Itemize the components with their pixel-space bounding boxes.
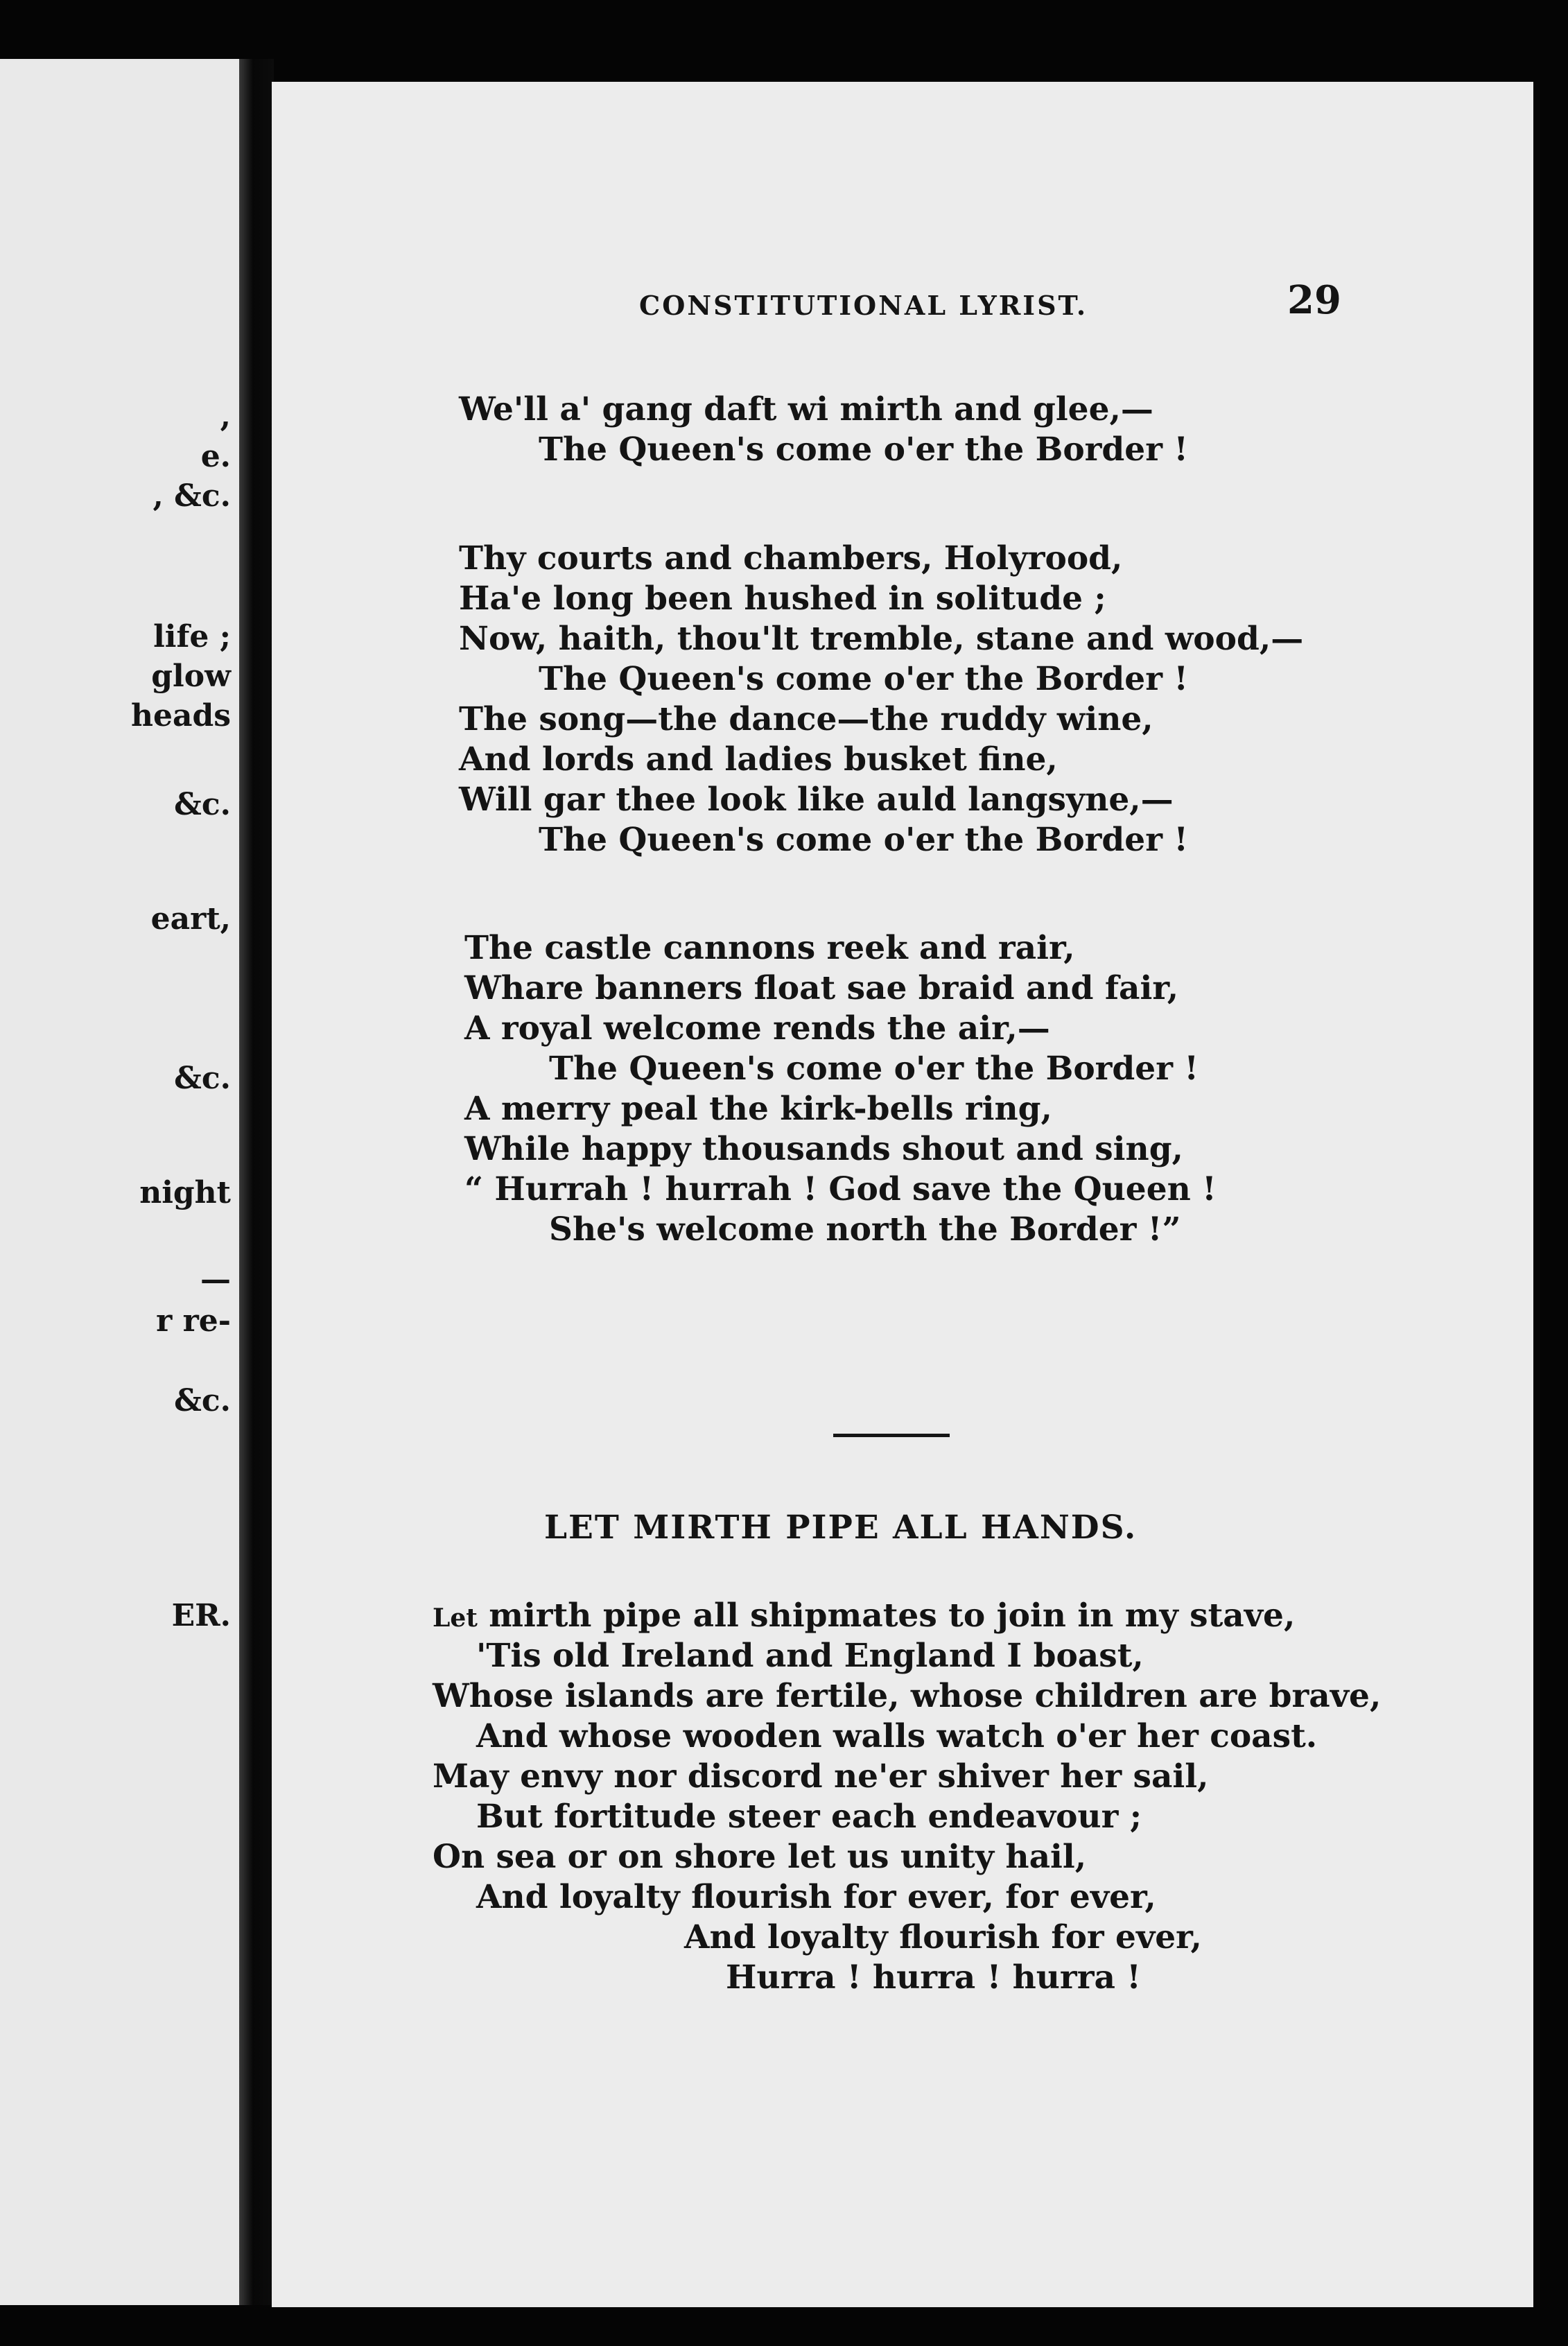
verse-line: The Queen's come o'er the Border ! (549, 1050, 1199, 1088)
verse-line: On sea or on shore let us unity hail, (433, 1838, 1087, 1876)
verse-line: Whose islands are fertile, whose children are brave, (433, 1677, 1382, 1715)
facing-page-line: heads (130, 698, 231, 733)
facing-page-line: e. (200, 439, 231, 474)
facing-page-line: life ; (153, 619, 231, 654)
verse-line: And loyalty flourish for ever, for ever, (476, 1878, 1156, 1916)
first-line-text: mirth pipe all shipmates to join in my stave, (477, 1597, 1296, 1635)
facing-page-line: r re- (156, 1303, 231, 1339)
facing-page-line: &c. (174, 1061, 231, 1096)
verse-line: And lords and ladies busket fine, (459, 740, 1058, 779)
page-number: 29 (1287, 277, 1341, 323)
verse-line: The Queen's come o'er the Border ! (539, 660, 1188, 698)
verse-line: Hurra ! hurra ! hurra ! (726, 1958, 1141, 1997)
verse-line: The castle cannons reek and rair, (464, 929, 1075, 967)
verse-line: Whare banners float sae braid and fair, (464, 969, 1179, 1007)
facing-page-line: eart, (150, 901, 231, 937)
verse-line: A royal welcome rends the air,— (464, 1009, 1050, 1048)
facing-page-line: glow (151, 659, 231, 694)
running-head: CONSTITUTIONAL LYRIST. (639, 290, 1088, 321)
facing-page-line: — (200, 1262, 231, 1297)
verse-line: Thy courts and chambers, Holyrood, (459, 539, 1123, 577)
facing-page-line: ER. (171, 1598, 231, 1633)
facing-page-line: night (139, 1175, 231, 1210)
verse-line (433, 1597, 1295, 1635)
facing-page-line: &c. (174, 1383, 231, 1418)
facing-page-line: , &c. (153, 478, 231, 514)
verse-line: Will gar thee look like auld langsyne,— (459, 781, 1174, 819)
verse-line: The song—the dance—the ruddy wine, (459, 700, 1153, 738)
verse-line: But fortitude steer each endeavour ; (476, 1798, 1142, 1836)
verse-line: May envy nor discord ne'er shiver her sail, (433, 1757, 1209, 1796)
verse-line: The Queen's come o'er the Border ! (539, 431, 1188, 469)
verse-line: Now, haith, thou'lt tremble, stane and wood,— (459, 620, 1304, 658)
facing-page-line: , (220, 399, 231, 434)
verse-line: 'Tis old Ireland and England I boast, (476, 1637, 1144, 1675)
facing-page-line: &c. (174, 787, 231, 822)
verse-line: And whose wooden walls watch o'er her coast. (476, 1717, 1318, 1755)
page-29 (272, 82, 1533, 2307)
section-divider (833, 1434, 950, 1437)
verse-line: She's welcome north the Border !” (549, 1210, 1181, 1249)
facing-page-fragment (0, 59, 239, 2305)
binding-gutter (239, 59, 274, 2305)
song-title: LET MIRTH PIPE ALL HANDS. (544, 1509, 1138, 1547)
verse-line: The Queen's come o'er the Border ! (539, 821, 1188, 859)
verse-line: And loyalty flourish for ever, (684, 1918, 1202, 1956)
verse-line: A merry peal the kirk-bells ring, (464, 1090, 1052, 1128)
first-word-small-caps: Let (433, 1604, 478, 1633)
verse-line: “ Hurrah ! hurrah ! God save the Queen ! (464, 1170, 1217, 1208)
verse-line: While happy thousands shout and sing, (464, 1130, 1183, 1168)
verse-line: Ha'e long been hushed in solitude ; (459, 580, 1106, 618)
verse-line: We'll a' gang daft wi mirth and glee,— (459, 390, 1153, 428)
